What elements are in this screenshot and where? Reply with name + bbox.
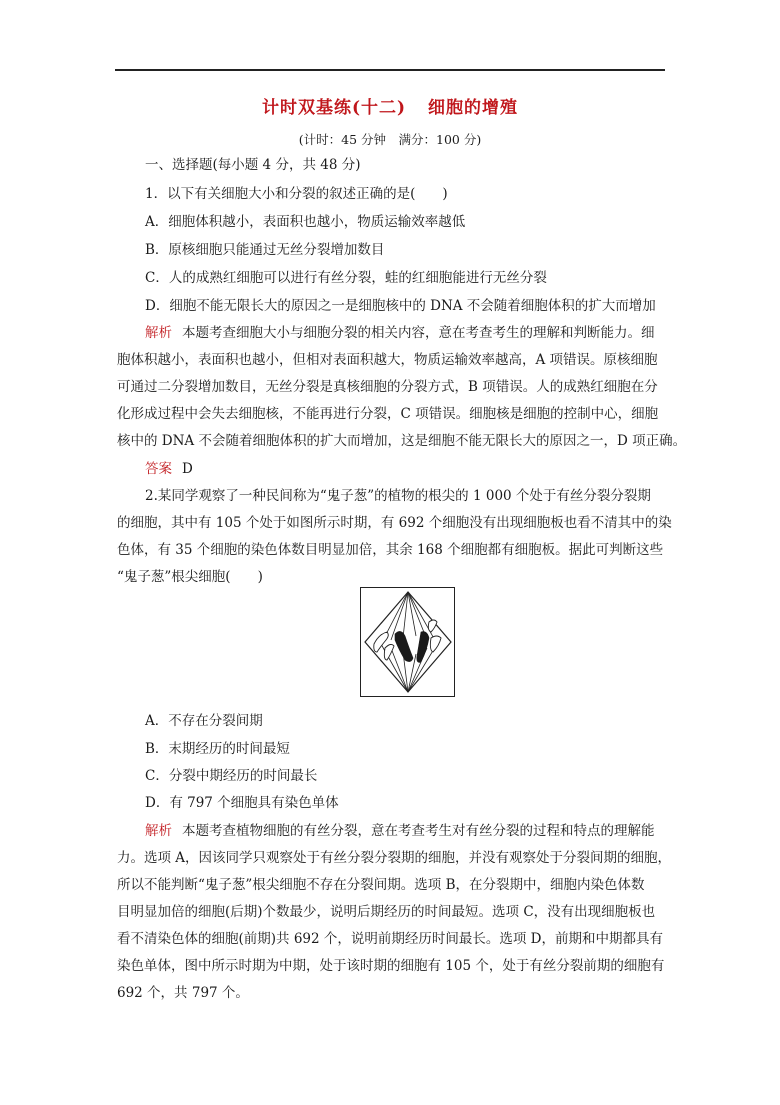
title-topic: 细胞的增殖 [428,98,519,118]
q2-stem-line-3: 色体，有 35 个细胞的染色体数目明显加倍，其余 168 个细胞都有细胞板。据此可判断这些 [117,542,664,558]
q2-option-d: D．有 797 个细胞具有染色单体 [145,795,339,811]
q2-option-c: C．分裂中期经历的时间最长 [145,768,318,784]
spindle-diagram [361,588,454,696]
q1-option-a: A．细胞体积越小，表面积也越小，物质运输效率越低 [145,214,466,230]
q2-stem-line-1: 2.某同学观察了一种民间称为“鬼子葱”的植物的根尖的 1 000 个处于有丝分裂分裂期 [145,488,651,504]
mitosis-metaphase-figure [360,587,455,697]
q2-analysis-line-1: 解析 本题考查植物细胞的有丝分裂，意在考查考生对有丝分裂的过程和特点的理解能 [145,823,655,839]
q2-analysis-line-6: 染色单体，图中所示时期为中期，处于该时期的细胞有 105 个，处于有丝分裂前期的细胞有 [117,958,665,974]
q1-answer [145,459,193,479]
q1-option-d: D．细胞不能无限长大的原因之一是细胞核中的 DNA 不会随着细胞体积的扩大而增加 [145,298,656,314]
q2-analysis-line-5: 看不清染色体的细胞(前期)共 692 个，说明前期经历时间最长。选项 D，前期和中期都具有 [117,931,663,947]
top-rule [115,69,665,71]
q1-stem: 1．以下有关细胞大小和分裂的叙述正确的是( ) [145,186,448,202]
q2-stem-line-2: 的细胞，其中有 105 个处于如图所示时期，有 692 个细胞没有出现细胞板也看不清其中的染 [117,515,672,531]
q2-analysis-line-3: 所以不能判断“鬼子葱”根尖细胞不存在分裂间期。选项 B，在分裂期中，细胞内染色体数 [117,877,645,893]
q2-analysis-line-7: 692 个，共 797 个。 [117,985,249,1001]
q1-answer-value: D [182,461,193,477]
q1-analysis-line-3: 可通过二分裂增加数目，无丝分裂是真核细胞的分裂方式，B 项错误。人的成熟红细胞在分 [117,379,658,395]
q1-option-c: C．人的成熟红细胞可以进行有丝分裂，蛙的红细胞能进行无丝分裂 [145,270,547,286]
time-score-info: (计时：45 分钟 满分：100 分) [298,132,482,147]
q1-analysis-label: 解析 [145,325,172,341]
q1-answer-label: 答案 [145,461,172,477]
q2-option-b: B．末期经历的时间最短 [145,741,290,757]
q1-option-b: B．原核细胞只能通过无丝分裂增加数目 [145,242,385,258]
q2-stem-line-4: “鬼子葱”根尖细胞( ) [117,569,263,585]
q1-analysis-line-1: 解析 本题考查细胞大小与细胞分裂的相关内容，意在考查考生的理解和判断能力。细 [145,325,655,341]
page-title [0,93,780,118]
q2-analysis-label: 解析 [145,823,172,839]
q2-analysis-line-4: 目明显加倍的细胞(后期)个数最少，说明后期经历的时间最短。选项 C，没有出现细胞板也 [117,904,656,920]
section-heading: 一、选择题(每小题 4 分，共 48 分) [145,157,361,173]
q1-analysis-line-2: 胞体积越小，表面积也越小，但相对表面积越大，物质运输效率越高，A 项错误。原核细胞 [117,352,658,368]
title-main: 计时双基练(十二) [261,98,407,118]
q2-option-a: A．不存在分裂间期 [145,713,263,729]
q2-analysis-line-2: 力。选项 A，因该同学只观察处于有丝分裂分裂期的细胞，并没有观察处于分裂间期的细胞， [117,850,672,866]
q1-analysis-line-4: 化形成过程中会失去细胞核，不能再进行分裂，C 项错误。细胞核是细胞的控制中心，细胞 [117,406,659,422]
q1-analysis-line-5: 核中的 DNA 不会随着细胞体积的扩大而增加，这是细胞不能无限长大的原因之一，D 项正确。 [117,433,687,449]
